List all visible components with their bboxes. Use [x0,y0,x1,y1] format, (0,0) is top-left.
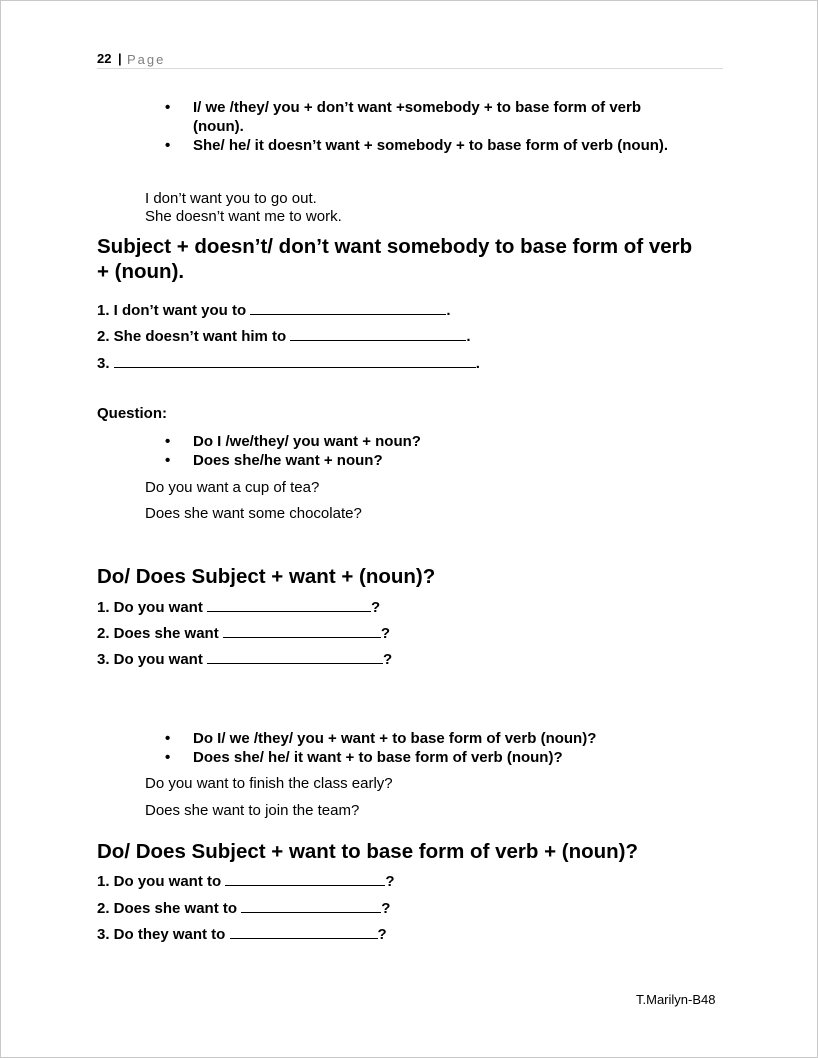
exercise-item [97,649,392,668]
exercise-ending: . [475,355,480,372]
answer-blank[interactable] [225,871,385,886]
answer-blank[interactable] [207,597,371,612]
section-heading: Do/ Does Subject + want + (noun)? [97,565,436,588]
exercise-item [97,898,390,917]
footer-author: T.Marilyn-B48 [636,992,716,1007]
bullet-text: Do I/ we /they/ you + want + to base form of verb (noun)? [193,730,597,747]
bullet-icon: • [165,137,171,154]
answer-blank[interactable] [250,300,446,315]
bullet-text: I/ we /they/ you + don’t want +somebody + to base form of verb [193,99,642,116]
exercise-item [97,623,390,642]
bullet-text: She/ he/ it doesn’t want + somebody + to base form of verb (noun). [193,137,669,154]
bullet-icon: • [165,749,171,766]
exercise-prompt: 1. Do you want [97,599,203,616]
page-header [97,50,723,69]
bullet-icon: • [165,452,171,469]
answer-blank[interactable] [114,353,476,368]
answer-blank[interactable] [241,898,381,913]
exercise-ending: ? [381,900,391,917]
page-number: 22 [97,51,112,66]
page-label: Page [127,52,166,67]
exercise-item [97,871,395,890]
answer-blank[interactable] [207,649,383,664]
answer-blank[interactable] [290,326,466,341]
exercise-ending: ? [371,599,381,616]
exercise-prompt: 2. Does she want [97,625,219,642]
example-sentence: Does she want to join the team? [145,802,360,819]
answer-blank[interactable] [230,924,378,939]
exercise-ending: ? [377,926,387,943]
exercise-item [97,326,471,345]
example-sentence: Do you want a cup of tea? [145,479,320,496]
bullet-text: Do I /we/they/ you want + noun? [193,433,421,450]
exercise-item [97,924,387,943]
exercise-ending: ? [383,651,393,668]
exercise-ending: ? [385,873,395,890]
question-label: Question: [97,405,167,422]
exercise-prompt: 3. [97,355,110,372]
example-sentence: I don’t want you to go out. [145,190,317,207]
exercise-ending: ? [380,625,391,642]
bullet-icon: • [165,433,171,450]
exercise-prompt: 3. Do you want [97,651,203,668]
exercise-ending: . [446,302,451,319]
section-heading-continuation: + (noun). [97,260,185,283]
bullet-text: Does she/ he/ it want + to base form of verb (noun)? [193,749,563,766]
exercise-prompt: 1. Do you want to [97,873,222,890]
section-heading: Subject + doesn’t/ don’t want somebody to base form of verb [97,235,693,258]
answer-blank[interactable] [223,623,381,638]
example-sentence: She doesn’t want me to work. [145,208,342,225]
bullet-icon: • [165,99,171,116]
example-sentence: Do you want to finish the class early? [145,775,393,792]
example-sentence: Does she want some chocolate? [145,505,362,522]
exercise-item [97,597,380,616]
bullet-icon: • [165,730,171,747]
exercise-item [97,353,480,372]
exercise-prompt: 2. She doesn’t want him to [97,328,287,345]
exercise-ending: . [466,328,471,345]
page-separator: | [118,51,122,66]
exercise-prompt: 3. Do they want to [97,926,226,943]
section-heading: Do/ Does Subject + want to base form of verb + (noun)? [97,840,639,863]
bullet-text: (noun). [193,118,244,135]
exercise-prompt: 2. Does she want to [97,900,238,917]
exercise-item [97,300,451,319]
exercise-prompt: 1. I don’t want you to [97,302,247,319]
bullet-text: Does she/he want + noun? [193,452,383,469]
